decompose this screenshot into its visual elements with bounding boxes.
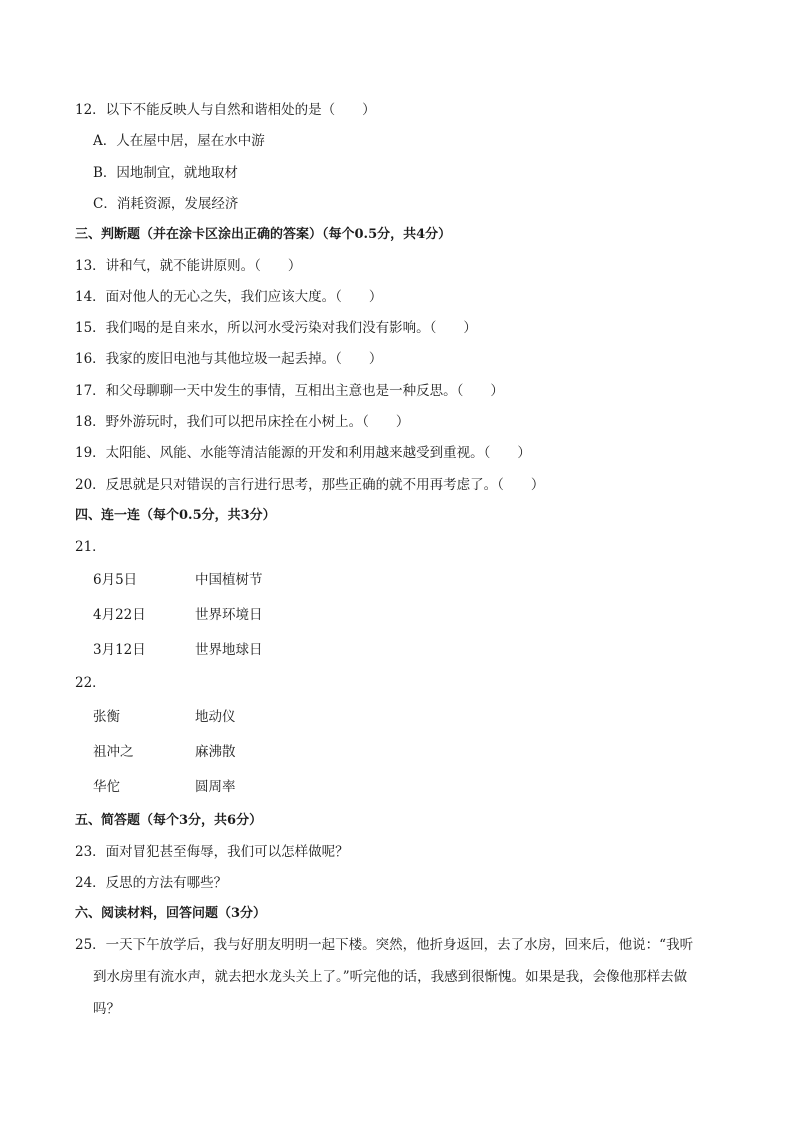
q21-right-item: 中国植树节 [195,572,263,588]
q14: 14．面对他人的无心之失，我们应该大度。（ ） [75,289,383,305]
q19: 19．太阳能、风能、水能等清洁能源的开发和利用越来越受到重视。（ ） [75,445,531,461]
q22-left-item: 华佗 [93,779,120,795]
q21-left-item: 6月5日 [93,572,138,588]
q13: 13．讲和气，就不能讲原则。（ ） [75,258,302,274]
q12-stem: 12．以下不能反映人与自然和谐相处的是（ ） [75,102,376,118]
q21-right-item: 世界环境日 [195,607,263,623]
q22-left-item: 张衡 [93,709,120,725]
q24: 24．反思的方法有哪些？ [75,875,228,891]
q21-left-item: 3月12日 [93,642,146,658]
q20: 20．反思就是只对错误的言行进行思考，那些正确的就不用再考虑了。（ ） [75,477,545,493]
q21-right-item: 世界地球日 [195,642,263,658]
section4-title: 四、连一连（每个0.5分，共3分） [75,508,276,523]
q25-line: 到水房里有流水声，就去把水龙头关上了。”听完他的话，我感到很惭愧。如果是我，会像他那样去做 [93,969,688,985]
q25-line: 25．一天下午放学后，我与好朋友明明一起下楼。突然，他折身返回，去了水房，回来后，他说：“我听 [75,937,694,953]
q16: 16．我家的废旧电池与其他垃圾一起丢掉。（ ） [75,351,383,367]
q12-option-a: A．人在屋中居，屋在水中游 [93,133,265,149]
q25-line: 吗？ [93,1001,120,1017]
q15: 15．我们喝的是自来水，所以河水受污染对我们没有影响。（ ） [75,320,477,336]
q22-right-item: 麻沸散 [195,744,236,760]
q12-option-c: C．消耗资源，发展经济 [93,196,239,212]
q12-option-b: B．因地制宜，就地取材 [93,165,238,181]
q22-number: 22． [75,675,106,691]
q18: 18．野外游玩时，我们可以把吊床拴在小树上。（ ） [75,414,410,430]
section5-title: 五、简答题（每个3分，共6分） [75,813,263,828]
section3-title: 三、判断题（并在涂卡区涂出正确的答案）（每个0.5分，共4分） [75,227,452,242]
q21-left-item: 4月22日 [93,607,146,623]
q17: 17．和父母聊聊一天中发生的事情，互相出主意也是一种反思。（ ） [75,383,504,399]
q21-number: 21． [75,539,106,555]
q22-right-item: 圆周率 [195,779,236,795]
section6-title: 六、阅读材料，回答问题（3分） [75,906,267,921]
q23: 23．面对冒犯甚至侮辱，我们可以怎样做呢？ [75,844,349,860]
q22-left-item: 祖冲之 [93,744,134,760]
q22-right-item: 地动仪 [195,709,236,725]
